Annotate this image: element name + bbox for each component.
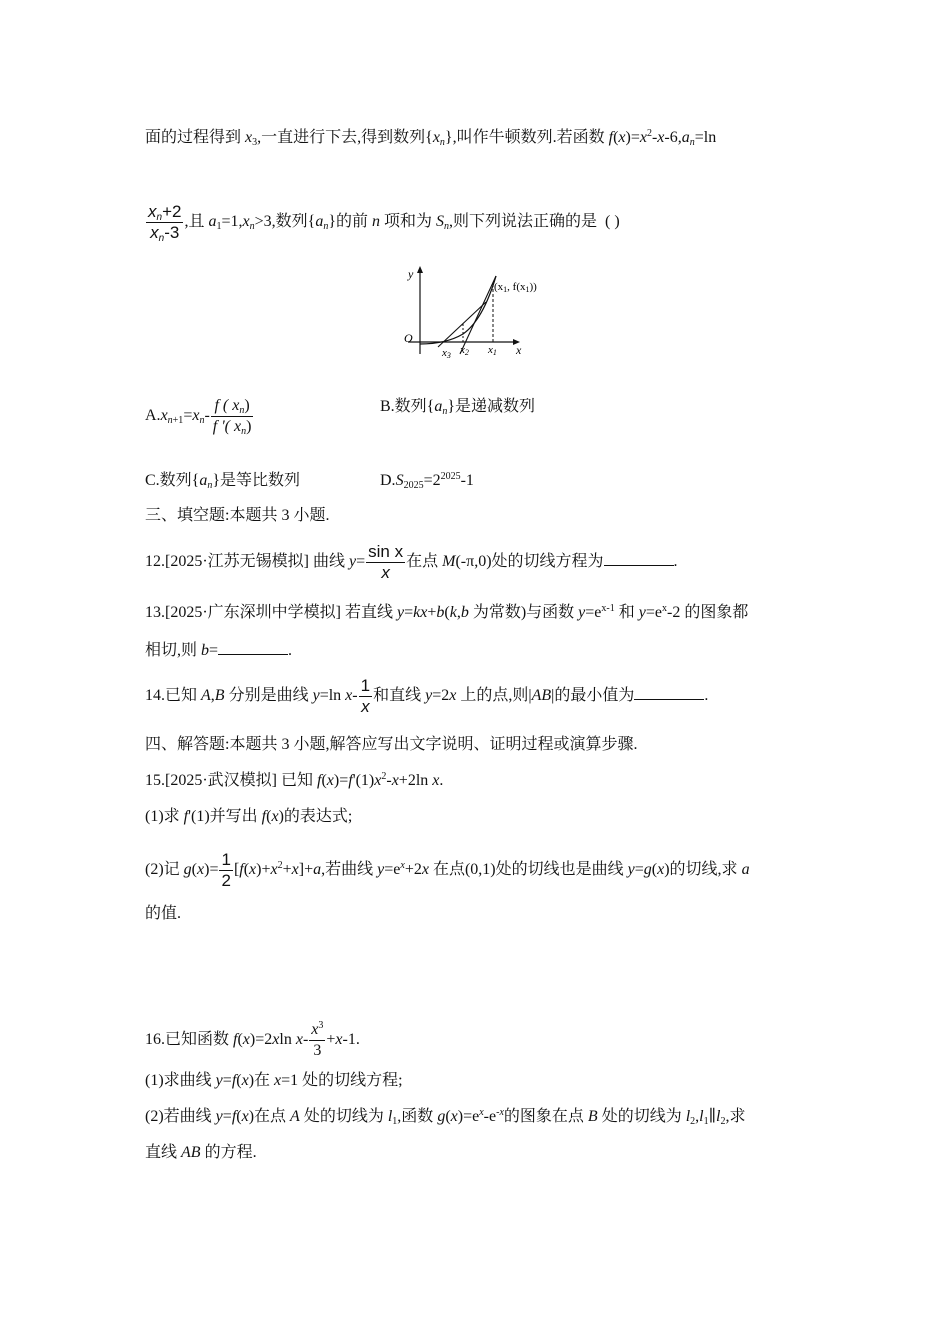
answer-blank-12[interactable] bbox=[604, 551, 674, 566]
label-y: y bbox=[408, 267, 414, 281]
q11-line1: 面的过程得到 $x_3$,一直进行下去,得到数列$\{x_n\}$,叫作牛顿数列.若函数 $f(x)=x^2-x-6,a_n=\ln$ bbox=[145, 128, 717, 148]
label-point: (x1, f(x1)) bbox=[494, 281, 537, 294]
q12-fraction: $\frac{\text{sin x}}{x}$ bbox=[368, 542, 404, 582]
option-d: $D.S_{2025}=2^{2025}-1$ bbox=[380, 471, 474, 491]
label-origin: O bbox=[404, 331, 413, 345]
answer-paren: ( ) bbox=[605, 213, 620, 231]
label-x2: x2 bbox=[460, 344, 469, 357]
answer-blank-14[interactable] bbox=[634, 685, 704, 700]
question-15-part2: (2)记 g(x)= $\frac{1}{2}$ $[f(x)+x^2+x]+a$,若曲线 $y=e^x+2x$ 在点(0,1)处的切线也是曲线 y=g(x)的切线,求 a bbox=[145, 850, 750, 890]
question-15: 15.[2025·武汉模拟] 已知 $f(x)=f'(1)x^2-x+2\ln$ x. bbox=[145, 771, 444, 789]
question-16: 16.已知函数 f(x)=2xln x- $\frac{x^3}{3}$ +x-1. bbox=[145, 1020, 360, 1059]
label-x3: x3 bbox=[442, 347, 451, 360]
label-x1: x1 bbox=[488, 344, 497, 357]
question-13-line2: 相切,则 b= . bbox=[145, 642, 293, 659]
section-4-heading: 四、解答题:本题共 3 小题,解答应写出文字说明、证明过程或演算步骤. bbox=[145, 736, 638, 753]
q11-fraction: $\frac{x_n+2}{x_n-3}$ bbox=[148, 202, 182, 244]
q15-fraction: $\frac{1}{2}$ bbox=[221, 850, 231, 890]
label-x: x bbox=[516, 343, 522, 357]
question-14: 14.已知 A,B 分别是曲线 y=ln x- $\frac{1}{x}$ 和直线 y=2x 上的点,则|AB|的最小值为 . bbox=[145, 676, 709, 716]
question-16-part1: (1)求曲线 y=f(x)在 x=1 处的切线方程; bbox=[145, 1072, 403, 1089]
tangent-line-2 bbox=[438, 302, 486, 347]
question-12: 12.[2025·江苏无锡模拟] 曲线 y= $\frac{\text{sin x}}{x}$ 在点 M(-π,0)处的切线方程为 . bbox=[145, 542, 678, 582]
option-a-fraction: $\frac{f ( x_n)}{f '( x_n)}$ bbox=[212, 397, 252, 437]
question-16-part2: (2)若曲线 y=f(x)在点 A 处的切线为 $l_1$,函数 $g(x)=e^x-e^{-x}$的图象在点 B 处的切线为 $l_2,l_1\parallel l_2$,求 bbox=[145, 1107, 746, 1127]
newton-method-figure bbox=[398, 262, 558, 362]
option-c: C.数列$\{a_n\}$是等比数列 bbox=[145, 472, 301, 491]
question-15-part1: (1)求 f'(1)并写出 f(x)的表达式; bbox=[145, 808, 353, 825]
function-curve bbox=[420, 276, 496, 344]
question-16-part2-end: 直线 AB 的方程. bbox=[145, 1144, 257, 1161]
answer-blank-13[interactable] bbox=[218, 640, 288, 655]
y-axis-arrow bbox=[417, 266, 423, 273]
option-b: B.数列$\{a_n\}$是递减数列 bbox=[380, 398, 536, 417]
section-3-heading: 三、填空题:本题共 3 小题. bbox=[145, 507, 330, 524]
option-a: $A.x_{n+1}=x_n-$ $\frac{f ( x_n)}{f '( x_n)}$ bbox=[145, 397, 252, 437]
question-13-line1: 13.[2025·广东深圳中学模拟] 若直线 y=kx+b(k,b 为常数)与函数 $y=e^{x-1}$ 和 $y=e^x-2$ 的图象都 bbox=[145, 603, 749, 621]
question-15-part2-end: 的值. bbox=[145, 905, 182, 922]
q16-fraction: $\frac{x^3}{3}$ bbox=[311, 1020, 324, 1059]
q14-fraction: $\frac{1}{x}$ bbox=[360, 676, 371, 716]
q11-line2: $\frac{x_n+2}{x_n-3}$ ,且 $a_1=1,x_n>3$,数列$\{a_n\}$的前 n 项和为 $S_n$,则下列说法正确的是 ( ) bbox=[148, 202, 620, 244]
